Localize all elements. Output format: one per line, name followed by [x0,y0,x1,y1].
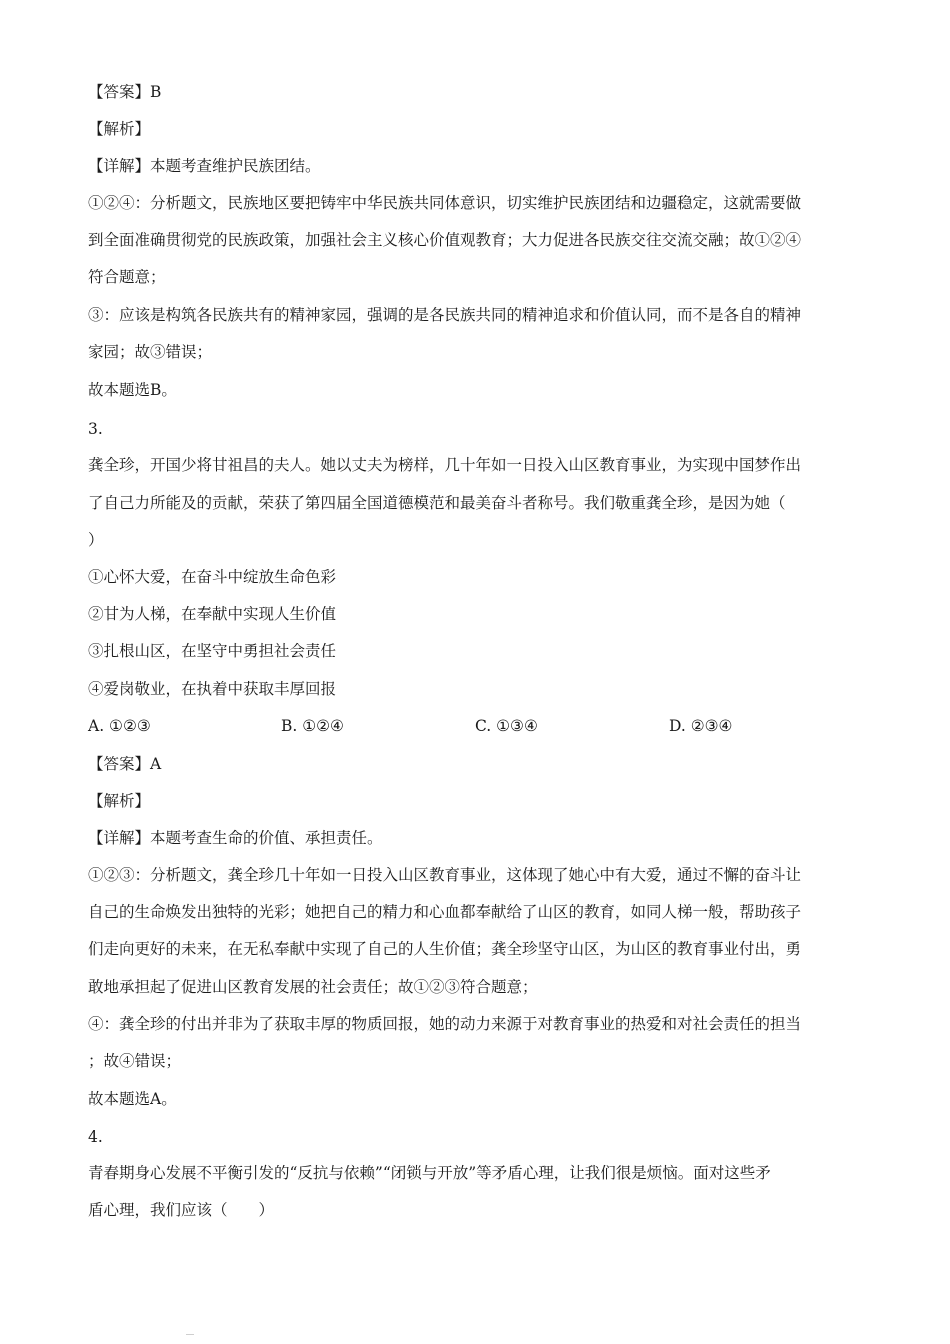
q3-conclusion: 故本题选A。 [88,1090,177,1108]
q3-number: 3. [88,420,103,438]
q3-analysis-heading: 【解析】 [88,792,151,810]
q2-detail: 【详解】本题考查维护民族团结。 [88,157,321,175]
q3-body-line: 敢地承担起了促进山区教育发展的社会责任；故①②③符合题意； [88,978,538,996]
q4-number: 4. [88,1128,103,1146]
q2-body-line: 家园；故③错误； [88,343,213,361]
q3-statement: ②甘为人梯，在奉献中实现人生价值 [88,605,337,623]
q3-answer: 【答案】A [88,755,162,773]
q2-body-line: ①②④：分析题文，民族地区要把铸牢中华民族共同体意识，切实维护民族团结和边疆稳定，这就需要做 [88,194,802,212]
q3-body-line: 自己的生命焕发出独特的光彩；她把自己的精力和心血都奉献给了山区的教育，如同人梯一般，帮助孩子 [88,903,802,921]
q3-body-line: ①②③：分析题文，龚全珍几十年如一日投入山区教育事业，这体现了她心中有大爱，通过不懈的奋斗让 [88,866,802,884]
q3-statement: ①心怀大爱，在奋斗中绽放生命色彩 [88,568,337,586]
q3-stem-line: ） [88,531,104,549]
q3-detail: 【详解】本题考查生命的价值、承担责任。 [88,829,383,847]
q3-option-b: B. ①②④ [281,717,344,735]
q3-body-line: ；故④错误； [88,1052,182,1070]
q3-option-d: D. ②③④ [669,717,733,735]
q3-statement: ③扎根山区，在坚守中勇担社会责任 [88,642,337,660]
q3-statement: ④爱岗敬业，在执着中获取丰厚回报 [88,680,337,698]
q2-body-line: ③：应该是构筑各民族共有的精神家园，强调的是各民族共同的精神追求和价值认同，而不是各自的精神 [88,306,802,324]
q2-body-line: 符合题意； [88,268,166,286]
q3-body-line: ④：龚全珍的付出并非为了获取丰厚的物质回报，她的动力来源于对教育事业的热爱和对社会责任的担当 [88,1015,802,1033]
q3-stem-line: 龚全珍，开国少将甘祖昌的夫人。她以丈夫为榜样，几十年如一日投入山区教育事业，为实现中国梦作出 [88,456,802,474]
q2-conclusion: 故本题选B。 [88,381,177,399]
q3-option-a: A. ①②③ [88,717,151,735]
q4-stem-line: 青春期身心发展不平衡引发的“反抗与依赖”“闭锁与开放”等矛盾心理，让我们很是烦恼。面对这些矛 [88,1164,771,1182]
q3-body-line: 们走向更好的未来，在无私奉献中实现了自己的人生价值；龚全珍坚守山区，为山区的教育事业付出，勇 [88,940,802,958]
q4-stem-line: 盾心理，我们应该（ ） [88,1201,275,1219]
q3-option-c: C. ①③④ [475,717,538,735]
q2-body-line: 到全面准确贯彻党的民族政策，加强社会主义核心价值观教育；大力促进各民族交往交流交融；故①②④ [88,231,802,249]
q3-stem-line: 了自己力所能及的贡献，荣获了第四届全国道德模范和最美奋斗者称号。我们敬重龚全珍，是因为她（ [88,494,786,512]
q2-answer: 【答案】B [88,83,162,101]
footer-mark [186,1334,194,1335]
q2-analysis-heading: 【解析】 [88,120,151,138]
